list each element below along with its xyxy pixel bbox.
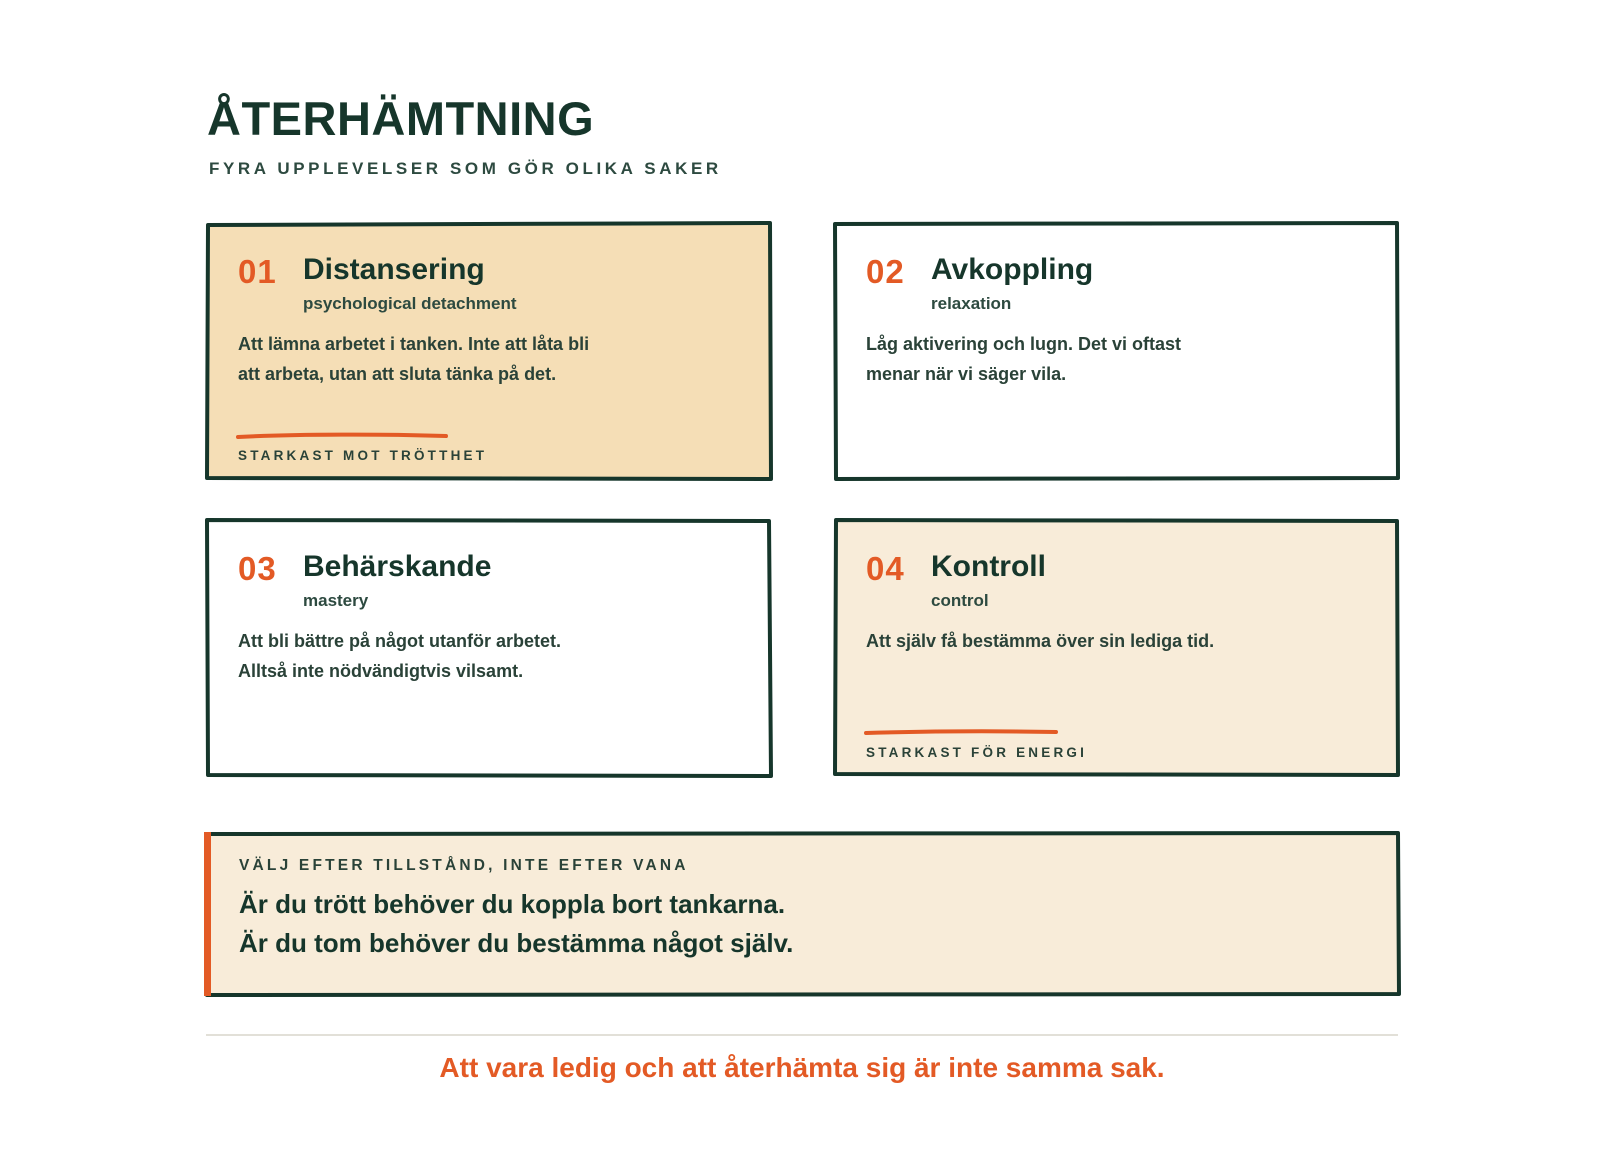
card-description: Att bli bättre på något utanför arbetet. Alltså inte nödvändigtvis vilsamt. (238, 631, 562, 681)
card-number: 04 (866, 550, 905, 587)
card-distansering (206, 222, 771, 480)
card-tagline: STARKAST FÖR ENERGI (866, 744, 1088, 760)
recommendation-callout (204, 832, 1400, 996)
tagline-underline (864, 729, 1076, 737)
card-english-term: psychological detachment (303, 294, 517, 313)
card-description: Att lämna arbetet i tanken. Inte att låta bli att arbeta, utan att sluta tänka på det. (238, 334, 590, 384)
card-description: Låg aktivering och lugn. Det vi oftast menar när vi säger vila. (866, 334, 1182, 384)
callout-line: Är du tom behöver du bestämma något själv. (239, 928, 794, 958)
card-english-term: relaxation (931, 294, 1012, 313)
divider (206, 1034, 1398, 1036)
card-english-term: control (931, 591, 989, 610)
card-name: Distansering (303, 253, 485, 286)
card-beharskande (206, 519, 771, 777)
card-avkoppling (834, 222, 1399, 480)
card-description: Att själv få bestämma över sin lediga tid. (866, 631, 1215, 651)
callout-line: Är du trött behöver du koppla bort tankarna. (239, 889, 786, 919)
card-name: Kontroll (931, 550, 1046, 583)
closing-statement: Att vara ledig och att återhämta sig är inte samma sak. (439, 1052, 1165, 1083)
page-title: ÅTERHÄMTNING (207, 92, 595, 145)
card-english-term: mastery (303, 591, 369, 610)
page-subtitle: FYRA UPPLEVELSER SOM GÖR OLIKA SAKER (209, 159, 722, 178)
card-kontroll (834, 519, 1399, 777)
card-tagline: STARKAST MOT TRÖTTHET (238, 447, 488, 463)
card-name: Behärskande (303, 550, 492, 583)
callout-kicker: VÄLJ EFTER TILLSTÅND, INTE EFTER VANA (239, 857, 689, 874)
card-number: 03 (238, 550, 277, 587)
tagline-underline (236, 432, 448, 440)
card-number: 01 (238, 253, 277, 290)
card-name: Avkoppling (931, 253, 1094, 286)
card-number: 02 (866, 253, 905, 290)
